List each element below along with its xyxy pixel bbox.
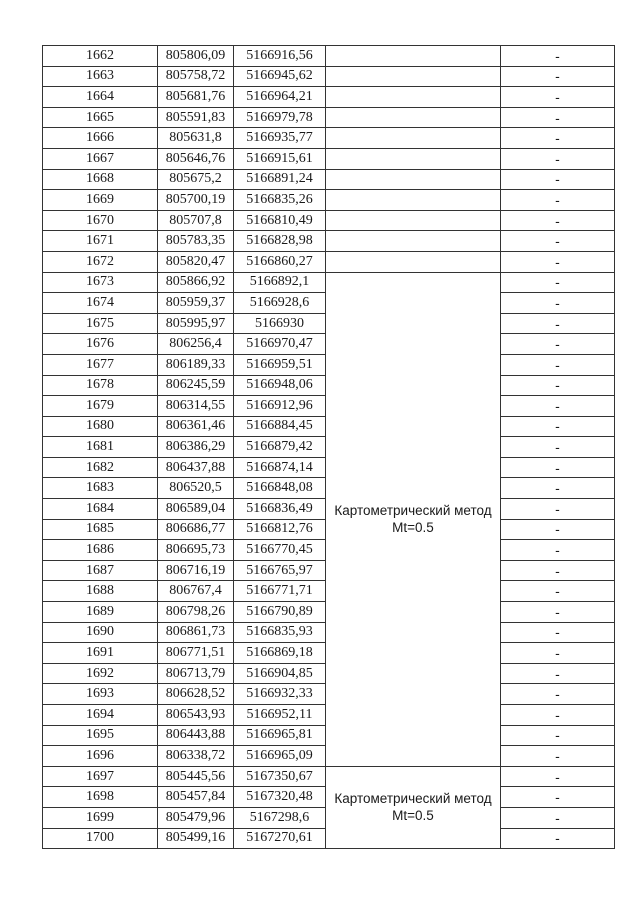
y-coordinate-cell: 5166828,98	[234, 231, 326, 252]
x-coordinate-cell: 805499,16	[158, 828, 234, 849]
y-coordinate-cell: 5166771,71	[234, 581, 326, 602]
point-number-cell: 1681	[43, 437, 158, 458]
point-number-cell: 1670	[43, 210, 158, 231]
x-coordinate-cell: 805646,76	[158, 148, 234, 169]
table-row	[43, 766, 615, 787]
note-cell: -	[501, 437, 615, 458]
point-number-cell: 1690	[43, 622, 158, 643]
point-number-cell: 1665	[43, 107, 158, 128]
x-coordinate-cell: 806437,88	[158, 457, 234, 478]
y-coordinate-cell: 5166952,11	[234, 705, 326, 726]
note-cell: -	[501, 128, 615, 149]
x-coordinate-cell: 806767,4	[158, 581, 234, 602]
note-cell: -	[501, 87, 615, 108]
point-number-cell: 1691	[43, 643, 158, 664]
table-row	[43, 210, 615, 231]
y-coordinate-cell: 5166860,27	[234, 251, 326, 272]
y-coordinate-cell: 5166916,56	[234, 46, 326, 67]
y-coordinate-cell: 5167350,67	[234, 766, 326, 787]
x-coordinate-cell: 805866,92	[158, 272, 234, 293]
point-number-cell: 1698	[43, 787, 158, 808]
note-cell: -	[501, 560, 615, 581]
x-coordinate-cell: 806386,29	[158, 437, 234, 458]
point-number-cell: 1692	[43, 663, 158, 684]
x-coordinate-cell: 805457,84	[158, 787, 234, 808]
x-coordinate-cell: 806771,51	[158, 643, 234, 664]
y-coordinate-cell: 5166790,89	[234, 602, 326, 623]
point-number-cell: 1696	[43, 746, 158, 767]
table-row	[43, 46, 615, 67]
point-number-cell: 1687	[43, 560, 158, 581]
y-coordinate-cell: 5166812,76	[234, 519, 326, 540]
note-cell: -	[501, 725, 615, 746]
y-coordinate-cell: 5166932,33	[234, 684, 326, 705]
y-coordinate-cell: 5167298,6	[234, 807, 326, 828]
table-row	[43, 231, 615, 252]
note-cell: -	[501, 684, 615, 705]
method-cell	[326, 169, 501, 190]
point-number-cell: 1666	[43, 128, 158, 149]
table-row	[43, 272, 615, 293]
point-number-cell: 1700	[43, 828, 158, 849]
point-number-cell: 1679	[43, 396, 158, 417]
note-cell: -	[501, 375, 615, 396]
note-cell: -	[501, 807, 615, 828]
y-coordinate-cell: 5166964,21	[234, 87, 326, 108]
note-cell: -	[501, 622, 615, 643]
note-cell: -	[501, 663, 615, 684]
point-number-cell: 1667	[43, 148, 158, 169]
point-number-cell: 1694	[43, 705, 158, 726]
table-row	[43, 169, 615, 190]
y-coordinate-cell: 5166892,1	[234, 272, 326, 293]
note-cell: -	[501, 293, 615, 314]
y-coordinate-cell: 5166965,09	[234, 746, 326, 767]
note-cell: -	[501, 148, 615, 169]
table-row	[43, 148, 615, 169]
table-row	[43, 107, 615, 128]
note-cell: -	[501, 478, 615, 499]
note-cell: -	[501, 581, 615, 602]
method-cell	[326, 87, 501, 108]
table-row	[43, 128, 615, 149]
x-coordinate-cell: 806256,4	[158, 334, 234, 355]
y-coordinate-cell: 5166810,49	[234, 210, 326, 231]
point-number-cell: 1682	[43, 457, 158, 478]
x-coordinate-cell: 806628,52	[158, 684, 234, 705]
table-row	[43, 251, 615, 272]
note-cell: -	[501, 602, 615, 623]
x-coordinate-cell: 806443,88	[158, 725, 234, 746]
method-cell: Картометрический метод Mt=0.5	[326, 272, 501, 766]
x-coordinate-cell: 806189,33	[158, 354, 234, 375]
point-number-cell: 1669	[43, 190, 158, 211]
y-coordinate-cell: 5166879,42	[234, 437, 326, 458]
x-coordinate-cell: 805479,96	[158, 807, 234, 828]
note-cell: -	[501, 354, 615, 375]
x-coordinate-cell: 805783,35	[158, 231, 234, 252]
point-number-cell: 1685	[43, 519, 158, 540]
point-number-cell: 1673	[43, 272, 158, 293]
x-coordinate-cell: 806338,72	[158, 746, 234, 767]
method-cell	[326, 46, 501, 67]
x-coordinate-cell: 805758,72	[158, 66, 234, 87]
table-row	[43, 87, 615, 108]
y-coordinate-cell: 5166912,96	[234, 396, 326, 417]
point-number-cell: 1662	[43, 46, 158, 67]
table-row	[43, 190, 615, 211]
x-coordinate-cell: 806543,93	[158, 705, 234, 726]
note-cell: -	[501, 519, 615, 540]
x-coordinate-cell: 805675,2	[158, 169, 234, 190]
point-number-cell: 1672	[43, 251, 158, 272]
x-coordinate-cell: 805995,97	[158, 313, 234, 334]
point-number-cell: 1680	[43, 416, 158, 437]
x-coordinate-cell: 806589,04	[158, 499, 234, 520]
note-cell: -	[501, 107, 615, 128]
method-cell	[326, 231, 501, 252]
x-coordinate-cell: 805959,37	[158, 293, 234, 314]
x-coordinate-cell: 806798,26	[158, 602, 234, 623]
y-coordinate-cell: 5166970,47	[234, 334, 326, 355]
point-number-cell: 1688	[43, 581, 158, 602]
note-cell: -	[501, 396, 615, 417]
x-coordinate-cell: 806245,59	[158, 375, 234, 396]
x-coordinate-cell: 806713,79	[158, 663, 234, 684]
y-coordinate-cell: 5167320,48	[234, 787, 326, 808]
x-coordinate-cell: 805681,76	[158, 87, 234, 108]
method-cell	[326, 190, 501, 211]
table-row	[43, 66, 615, 87]
point-number-cell: 1684	[43, 499, 158, 520]
x-coordinate-cell: 806361,46	[158, 416, 234, 437]
x-coordinate-cell: 805591,83	[158, 107, 234, 128]
y-coordinate-cell: 5166836,49	[234, 499, 326, 520]
point-number-cell: 1693	[43, 684, 158, 705]
x-coordinate-cell: 806520,5	[158, 478, 234, 499]
y-coordinate-cell: 5166935,77	[234, 128, 326, 149]
x-coordinate-cell: 806695,73	[158, 540, 234, 561]
y-coordinate-cell: 5166930	[234, 313, 326, 334]
point-number-cell: 1695	[43, 725, 158, 746]
note-cell: -	[501, 499, 615, 520]
x-coordinate-cell: 806716,19	[158, 560, 234, 581]
note-cell: -	[501, 766, 615, 787]
point-number-cell: 1675	[43, 313, 158, 334]
x-coordinate-cell: 806314,55	[158, 396, 234, 417]
method-cell	[326, 251, 501, 272]
y-coordinate-cell: 5166770,45	[234, 540, 326, 561]
point-number-cell: 1664	[43, 87, 158, 108]
y-coordinate-cell: 5166959,51	[234, 354, 326, 375]
x-coordinate-cell: 805631,8	[158, 128, 234, 149]
x-coordinate-cell: 805820,47	[158, 251, 234, 272]
y-coordinate-cell: 5166904,85	[234, 663, 326, 684]
method-cell	[326, 107, 501, 128]
note-cell: -	[501, 46, 615, 67]
method-cell	[326, 148, 501, 169]
note-cell: -	[501, 334, 615, 355]
x-coordinate-cell: 805806,09	[158, 46, 234, 67]
point-number-cell: 1683	[43, 478, 158, 499]
y-coordinate-cell: 5166835,93	[234, 622, 326, 643]
x-coordinate-cell: 805445,56	[158, 766, 234, 787]
point-number-cell: 1678	[43, 375, 158, 396]
y-coordinate-cell: 5166948,06	[234, 375, 326, 396]
point-number-cell: 1686	[43, 540, 158, 561]
point-number-cell: 1674	[43, 293, 158, 314]
note-cell: -	[501, 746, 615, 767]
y-coordinate-cell: 5166874,14	[234, 457, 326, 478]
y-coordinate-cell: 5166848,08	[234, 478, 326, 499]
y-coordinate-cell: 5166765,97	[234, 560, 326, 581]
note-cell: -	[501, 313, 615, 334]
method-cell	[326, 128, 501, 149]
note-cell: -	[501, 210, 615, 231]
point-number-cell: 1699	[43, 807, 158, 828]
y-coordinate-cell: 5166891,24	[234, 169, 326, 190]
note-cell: -	[501, 457, 615, 478]
coordinates-table	[42, 45, 615, 849]
point-number-cell: 1676	[43, 334, 158, 355]
note-cell: -	[501, 66, 615, 87]
x-coordinate-cell: 806686,77	[158, 519, 234, 540]
x-coordinate-cell: 806861,73	[158, 622, 234, 643]
note-cell: -	[501, 787, 615, 808]
note-cell: -	[501, 251, 615, 272]
note-cell: -	[501, 705, 615, 726]
y-coordinate-cell: 5166869,18	[234, 643, 326, 664]
x-coordinate-cell: 805700,19	[158, 190, 234, 211]
note-cell: -	[501, 190, 615, 211]
y-coordinate-cell: 5166835,26	[234, 190, 326, 211]
point-number-cell: 1668	[43, 169, 158, 190]
y-coordinate-cell: 5166928,6	[234, 293, 326, 314]
method-cell	[326, 210, 501, 231]
y-coordinate-cell: 5166945,62	[234, 66, 326, 87]
point-number-cell: 1697	[43, 766, 158, 787]
y-coordinate-cell: 5166979,78	[234, 107, 326, 128]
note-cell: -	[501, 643, 615, 664]
y-coordinate-cell: 5167270,61	[234, 828, 326, 849]
point-number-cell: 1677	[43, 354, 158, 375]
y-coordinate-cell: 5166965,81	[234, 725, 326, 746]
y-coordinate-cell: 5166915,61	[234, 148, 326, 169]
table-body	[43, 46, 615, 849]
y-coordinate-cell: 5166884,45	[234, 416, 326, 437]
x-coordinate-cell: 805707,8	[158, 210, 234, 231]
note-cell: -	[501, 169, 615, 190]
note-cell: -	[501, 231, 615, 252]
note-cell: -	[501, 540, 615, 561]
point-number-cell: 1671	[43, 231, 158, 252]
point-number-cell: 1689	[43, 602, 158, 623]
point-number-cell: 1663	[43, 66, 158, 87]
note-cell: -	[501, 272, 615, 293]
method-cell	[326, 66, 501, 87]
note-cell: -	[501, 828, 615, 849]
method-cell: Картометрический метод Mt=0.5	[326, 766, 501, 848]
note-cell: -	[501, 416, 615, 437]
